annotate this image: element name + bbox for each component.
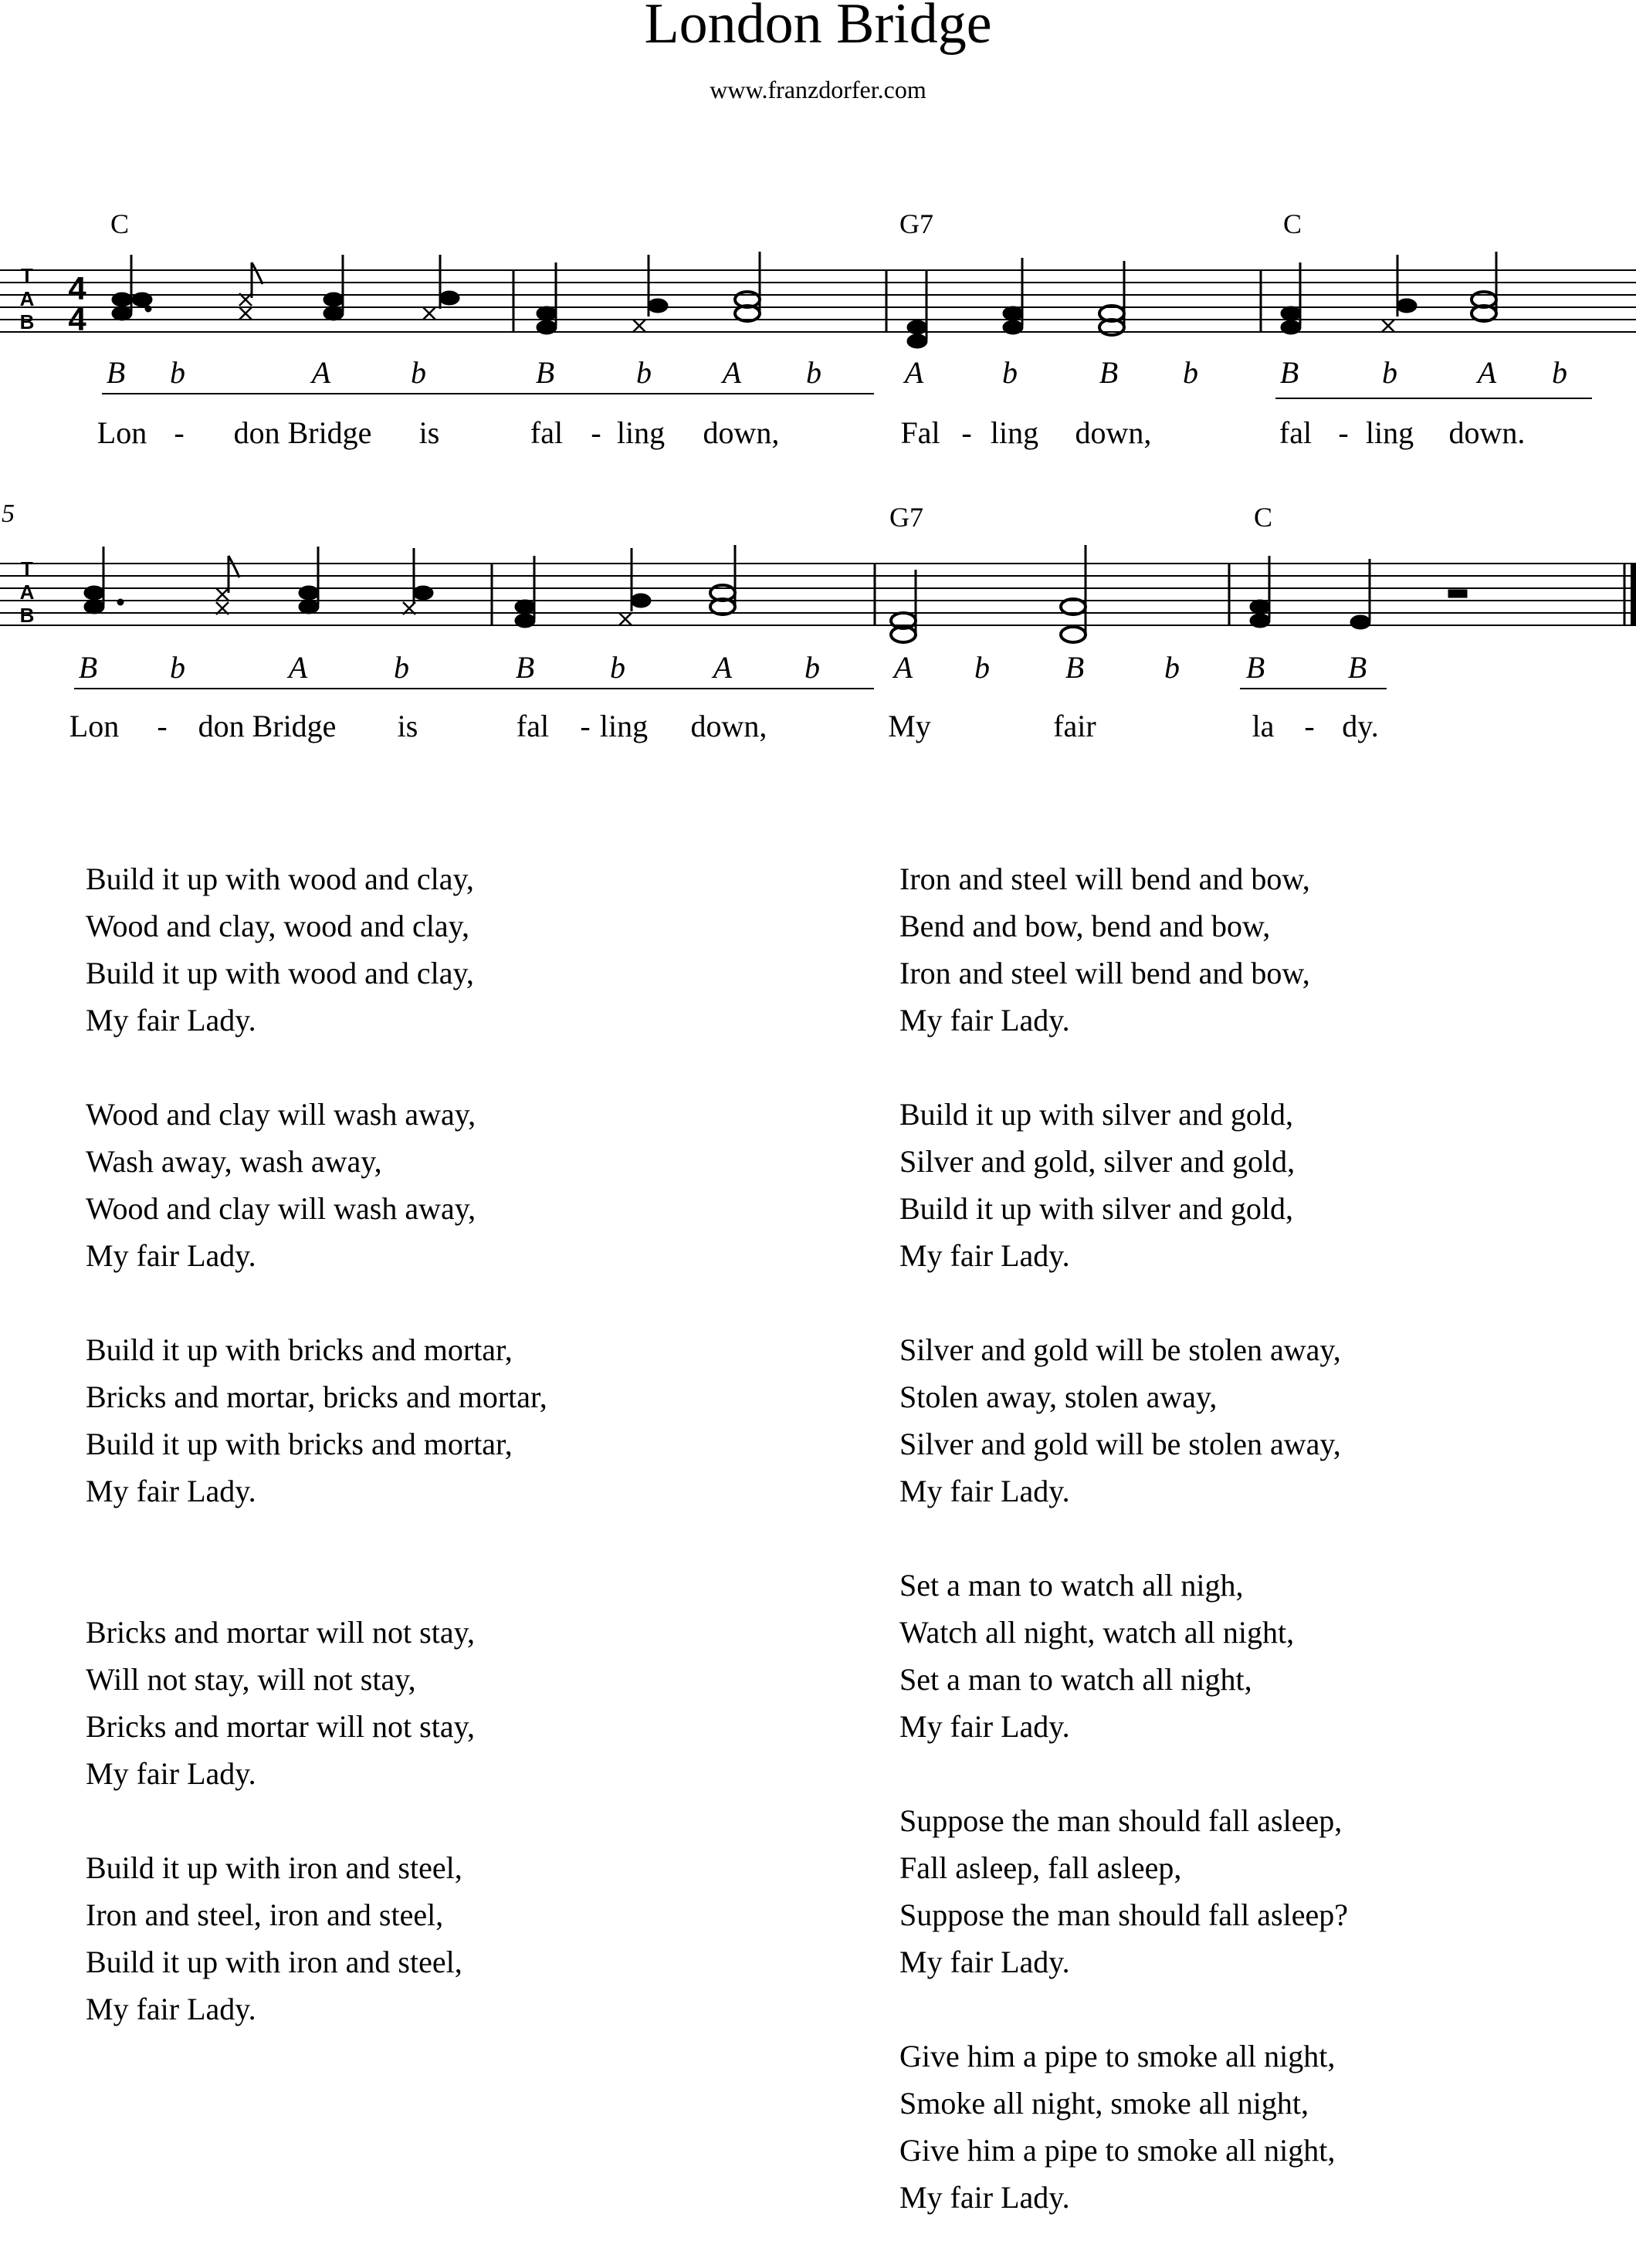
verse-line: My fair Lady. [899, 1238, 1070, 1273]
notes [112, 252, 1496, 348]
bellows-mark: b [170, 650, 185, 685]
lyric-syllable: - [1304, 709, 1315, 743]
verse-line: Build it up with wood and clay, [86, 862, 474, 896]
lyric-syllable: - [580, 709, 591, 743]
bellows-mark: B [78, 650, 98, 685]
bellows-mark: b [806, 355, 821, 390]
verse-line: Wood and clay, wood and clay, [86, 909, 469, 943]
lyric-syllable: la [1252, 709, 1275, 743]
bellows-mark: b [411, 355, 426, 390]
verse-line: Give him a pipe to smoke all night, [899, 2039, 1336, 2073]
song-title: London Bridge [644, 0, 992, 56]
verse-line: Set a man to watch all nigh, [899, 1568, 1244, 1603]
bellows-mark: B [106, 355, 126, 390]
barlines [513, 270, 1261, 332]
lyric-syllable: ling [616, 415, 666, 450]
verse-line: Give him a pipe to smoke all night, [899, 2133, 1336, 2168]
lyric-syllable: - [1338, 415, 1349, 450]
bellows-markings [79, 650, 1367, 685]
verse-line: Wood and clay will wash away, [86, 1097, 476, 1132]
verse-line: My fair Lady. [899, 2180, 1070, 2215]
verse-line: Wash away, wash away, [86, 1144, 382, 1179]
verse-line: Bend and bow, bend and bow, [899, 909, 1271, 943]
verse-line: Wood and clay will wash away, [86, 1191, 476, 1226]
verse-line: Build it up with silver and gold, [899, 1191, 1293, 1226]
verses-left-column [86, 855, 547, 2080]
lyric-syllable: fal [530, 415, 564, 450]
bellows-mark: A [893, 650, 913, 685]
lyric-syllable: down. [1448, 415, 1526, 450]
verse-line: Smoke all night, smoke all night, [899, 2086, 1309, 2121]
verse-line: Set a man to watch all night, [899, 1662, 1252, 1697]
tab-clef [20, 557, 35, 627]
svg-text:A: A [19, 581, 35, 604]
svg-text:T: T [21, 557, 33, 581]
lyric-syllable: is [397, 709, 418, 743]
bellows-lines [102, 394, 1592, 398]
bellows-mark: B [1099, 355, 1119, 390]
bellows-mark: b [974, 650, 990, 685]
verse [86, 1609, 547, 1797]
bellows-mark: b [1002, 355, 1018, 390]
staff-system-2 [0, 486, 1636, 795]
verse-line: Build it up with wood and clay, [86, 956, 474, 990]
lyric-syllable: - [961, 415, 972, 450]
verse-line: My fair Lady. [86, 1238, 256, 1273]
chord-symbol: G7 [889, 502, 923, 533]
verse-line: Build it up with iron and steel, [86, 1945, 462, 1979]
lyric-syllable: ling [599, 709, 649, 743]
chord-symbols [889, 502, 1272, 533]
chord-symbol: C [110, 208, 130, 239]
lyric-syllable: - [174, 415, 185, 450]
verse [899, 855, 1348, 1044]
verse-line: Suppose the man should fall asleep, [899, 1803, 1343, 1838]
bellows-mark: A [722, 355, 742, 390]
measure-number: 5 [2, 499, 15, 528]
lyric-syllable: My [888, 709, 931, 743]
chord-symbol: G7 [899, 208, 933, 239]
lyric-syllable: dy. [1342, 709, 1379, 743]
lyric-syllable: is [418, 415, 440, 450]
lyric-syllable: down, [1075, 415, 1152, 450]
lyric-syllable: don Bridge [198, 709, 337, 743]
verse-line: Iron and steel will bend and bow, [899, 956, 1310, 990]
lyric-syllable: ling [990, 415, 1039, 450]
bellows-mark: A [288, 650, 308, 685]
bellows-markings [107, 355, 1567, 390]
lyric-line [69, 709, 1379, 743]
verse-line: Build it up with bricks and mortar, [86, 1427, 513, 1461]
verse-line: Iron and steel will bend and bow, [899, 862, 1310, 896]
verse-line: Bricks and mortar will not stay, [86, 1709, 475, 1744]
verse [899, 2033, 1348, 2221]
lyric-syllable: ling [1365, 415, 1414, 450]
verse-line: My fair Lady. [86, 1992, 256, 2026]
bellows-mark: b [1164, 650, 1180, 685]
svg-text:4: 4 [68, 270, 86, 306]
verse [899, 1562, 1348, 1750]
verse-line: My fair Lady. [899, 1945, 1070, 1979]
lyric-syllable: down, [703, 415, 780, 450]
verse-line: My fair Lady. [899, 1709, 1070, 1744]
staff-lines [0, 564, 1636, 625]
chord-symbol: C [1283, 208, 1302, 239]
verse-line: Bricks and mortar, bricks and mortar, [86, 1379, 547, 1414]
bellows-mark: b [1552, 355, 1567, 390]
bellows-mark: B [1245, 650, 1265, 685]
staff-system-1 [0, 0, 1636, 463]
bellows-mark: b [804, 650, 820, 685]
bellows-mark: A [311, 355, 331, 390]
bellows-mark: B [1347, 650, 1367, 685]
lyric-syllable: Lon [69, 709, 120, 743]
verse-line: Iron and steel, iron and steel, [86, 1897, 444, 1932]
bellows-mark: b [636, 355, 652, 390]
verse [899, 1326, 1348, 1515]
notes [84, 545, 1467, 642]
lyric-syllable: Lon [97, 415, 147, 450]
verse-line: Bricks and mortar will not stay, [86, 1615, 475, 1650]
bellows-mark: B [1065, 650, 1085, 685]
verse-line: Build it up with iron and steel, [86, 1850, 462, 1885]
bellows-mark: A [1477, 355, 1497, 390]
lyric-line [97, 415, 1526, 450]
verse-line: Will not stay, will not stay, [86, 1662, 416, 1697]
lyric-syllable: fal [516, 709, 550, 743]
verse-line: Stolen away, stolen away, [899, 1379, 1218, 1414]
verse [899, 1091, 1348, 1279]
verse-line: Build it up with silver and gold, [899, 1097, 1293, 1132]
bellows-mark: B [515, 650, 535, 685]
chord-symbols [110, 208, 1302, 239]
chord-symbol: C [1254, 502, 1273, 533]
bellows-mark: b [610, 650, 625, 685]
lyric-syllable: fair [1053, 709, 1096, 743]
verse-line: Fall asleep, fall asleep, [899, 1850, 1182, 1885]
verse [86, 1844, 547, 2033]
verse-line: My fair Lady. [899, 1474, 1070, 1508]
bellows-mark: A [904, 355, 924, 390]
lyric-syllable: - [591, 415, 601, 450]
verse-line: Watch all night, watch all night, [899, 1615, 1295, 1650]
lyric-syllable: fal [1279, 415, 1313, 450]
bellows-mark: b [394, 650, 409, 685]
verse-line: Build it up with bricks and mortar, [86, 1332, 513, 1367]
lyric-syllable: don Bridge [233, 415, 372, 450]
time-signature [68, 270, 86, 337]
verse-line: Silver and gold will be stolen away, [899, 1332, 1341, 1367]
verse [86, 1091, 547, 1279]
lyric-syllable: down, [690, 709, 767, 743]
verse-line: My fair Lady. [86, 1756, 256, 1791]
website-credit: www.franzdorfer.com [710, 76, 926, 103]
bellows-mark: B [535, 355, 555, 390]
verse [86, 1326, 547, 1515]
lyric-syllable: - [157, 709, 168, 743]
verse-line: My fair Lady. [86, 1474, 256, 1508]
verse-line: Suppose the man should fall asleep? [899, 1897, 1348, 1932]
verse [899, 1797, 1348, 1985]
bellows-mark: B [1279, 355, 1299, 390]
bellows-mark: b [1183, 355, 1198, 390]
svg-text:4: 4 [68, 301, 86, 337]
verse-line: My fair Lady. [86, 1003, 256, 1038]
svg-text:B: B [19, 310, 35, 333]
svg-text:A: A [19, 287, 35, 310]
bellows-mark: b [170, 355, 185, 390]
verse-line: Silver and gold will be stolen away, [899, 1427, 1341, 1461]
verse-line: Silver and gold, silver and gold, [899, 1144, 1296, 1179]
bellows-mark: A [713, 650, 733, 685]
verse-line: My fair Lady. [899, 1003, 1070, 1038]
bellows-mark: b [1382, 355, 1397, 390]
lyric-syllable: Fal [900, 415, 940, 450]
svg-text:B: B [19, 604, 35, 627]
verses-right-column [899, 855, 1348, 2268]
spacer [86, 1562, 547, 1609]
svg-text:T: T [21, 264, 33, 287]
verse [86, 855, 547, 1044]
tab-clef [20, 264, 35, 333]
